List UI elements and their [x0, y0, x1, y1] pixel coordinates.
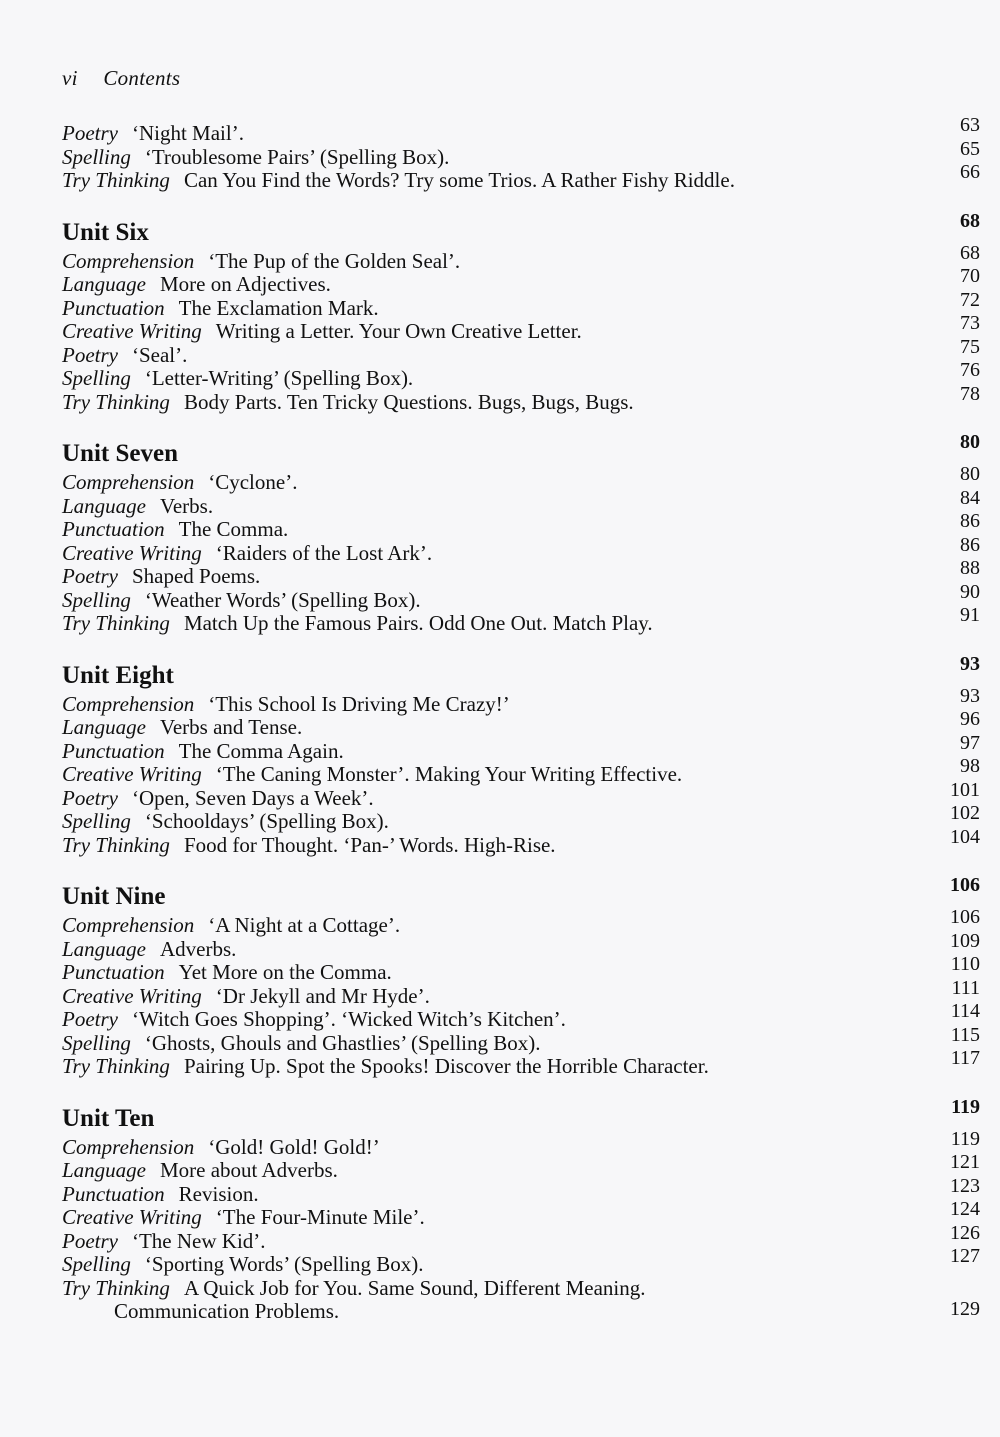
entry-title: ‘The Caning Monster’. Making Your Writing Effective.: [215, 762, 683, 786]
unit-title: Unit Nine: [62, 883, 166, 910]
entry-title: ‘A Night at a Cottage’.: [208, 913, 401, 937]
entry-page-number: 115: [950, 1023, 980, 1046]
toc-entry: [62, 1047, 980, 1079]
unit-heading: [62, 1095, 980, 1136]
entry-page-number: 98: [960, 755, 980, 777]
unit-title: Unit Eight: [62, 661, 174, 689]
entry-title: Yet More on the Comma.: [178, 960, 392, 984]
entry-title: Writing a Letter. Your Own Creative Letter.: [215, 319, 582, 343]
entry-category: Comprehension: [62, 691, 195, 716]
entry-page-number: 70: [960, 265, 980, 287]
entry-title: The Exclamation Mark.: [178, 295, 379, 320]
entry-page-number: 80: [960, 463, 980, 485]
entry-title: ‘Ghosts, Ghouls and Ghastlies’ (Spelling Box).: [144, 1030, 541, 1055]
toc-entry: [62, 604, 980, 636]
entry-title: Food for Thought. ‘Pan-’ Words. High-Rise.: [183, 832, 556, 857]
entry-page-number: 123: [950, 1174, 980, 1197]
entry-title: Adverbs.: [160, 936, 237, 961]
entry-page-number: 86: [960, 510, 980, 532]
entry-title: More on Adjectives.: [160, 272, 331, 296]
toc-entry: [62, 359, 980, 391]
toc-entry: [62, 778, 980, 811]
entry-category: Punctuation: [62, 1181, 165, 1206]
entry-category: Poetry: [62, 342, 118, 367]
running-head: [62, 66, 180, 91]
entry-title: ‘Dr Jekyll and Mr Hyde’.: [215, 983, 430, 1008]
toc-entry: [62, 802, 980, 834]
toc-entry: [62, 976, 980, 1009]
unit-heading: [62, 874, 980, 914]
unit-heading: [62, 209, 980, 250]
entry-title: ‘Witch Goes Shopping’. ‘Wicked Witch’s Kitchen’.: [131, 1007, 566, 1031]
entry-title: ‘Sporting Words’ (Spelling Box).: [144, 1252, 424, 1276]
entry-title: ‘The Four-Minute Mile’.: [215, 1205, 425, 1229]
entry-page-number: 114: [950, 1000, 980, 1022]
entry-page-number: 90: [960, 580, 980, 603]
toc-entry: [62, 929, 980, 962]
unit-page-number: 80: [960, 431, 980, 453]
toc-entry: [62, 335, 980, 368]
entry-page-number: 91: [960, 604, 980, 626]
entry-page-number: 73: [960, 312, 980, 334]
toc-entry: [62, 1198, 980, 1230]
entry-title: ‘The Pup of the Golden Seal’.: [208, 248, 461, 273]
entry-page-number: 75: [960, 335, 980, 358]
entry-title: ‘Cyclone’.: [208, 470, 298, 494]
entry-title: Shaped Poems.: [131, 564, 261, 588]
entry-page-number: 124: [950, 1198, 980, 1220]
unit-section: [62, 1095, 980, 1324]
entry-page-number: 78: [960, 382, 980, 405]
toc-entry: [62, 288, 980, 321]
toc-entry: [62, 1151, 980, 1183]
toc-entry: [62, 557, 980, 589]
entry-page-number: 102: [950, 802, 980, 824]
entry-category: Spelling: [62, 1252, 131, 1276]
entry-page-number: 84: [960, 486, 980, 509]
units-list: [62, 209, 980, 1324]
toc-entry: [62, 486, 980, 519]
entry-category: Spelling: [62, 144, 131, 169]
entry-title: Pairing Up. Spot the Spooks! Discover the Horrible Character.: [183, 1054, 709, 1078]
entry-category: Language: [62, 493, 146, 518]
entry-category: Punctuation: [62, 960, 165, 984]
entry-category: Language: [62, 1158, 146, 1182]
toc-entry: [62, 533, 980, 566]
entry-page-number: 72: [960, 288, 980, 311]
entry-category: Creative Writing: [62, 762, 202, 786]
toc-entry: [62, 382, 980, 415]
entry-page-number: 121: [950, 1151, 980, 1173]
entry-page-number: 101: [950, 778, 980, 801]
entry-page-number: 96: [960, 708, 980, 730]
toc-entry: [62, 684, 980, 717]
entry-title: ‘Seal’.: [131, 342, 188, 367]
running-head-title: Contents: [103, 66, 181, 90]
entry-category: Spelling: [62, 587, 131, 612]
entry-page-number: 106: [950, 906, 980, 928]
entry-category: Punctuation: [62, 517, 165, 541]
entry-category: Language: [62, 272, 146, 296]
toc-entry: [62, 825, 980, 858]
toc-entry: [62, 463, 980, 495]
entry-category: Try Thinking: [62, 1275, 170, 1300]
toc-entry: [62, 1245, 980, 1277]
entry-page-number: 97: [960, 731, 980, 754]
entry-page-number: 126: [950, 1221, 980, 1244]
unit-section: [62, 431, 980, 636]
entry-title: ‘Weather Words’ (Spelling Box).: [144, 587, 421, 612]
entry-title: ‘Schooldays’ (Spelling Box).: [144, 809, 389, 833]
entry-page-number: 110: [950, 953, 980, 975]
entry-category: Creative Writing: [62, 1205, 202, 1229]
entry-category: Try Thinking: [62, 611, 170, 635]
toc-entry-continuation: [62, 1300, 980, 1324]
entry-category: Spelling: [62, 809, 131, 833]
toc-entry: [62, 1277, 980, 1301]
toc-entry: [62, 708, 980, 740]
entry-title: ‘Open, Seven Days a Week’.: [131, 785, 374, 810]
toc-entry: [62, 906, 980, 938]
entry-title: ‘Troublesome Pairs’ (Spelling Box).: [144, 144, 450, 169]
unit-section: [62, 209, 980, 415]
entry-page-number: 109: [950, 929, 980, 952]
entry-category: Poetry: [62, 1007, 118, 1031]
unit-page-number: 68: [960, 209, 980, 232]
entry-category: Comprehension: [62, 470, 195, 494]
entry-title: ‘Letter-Writing’ (Spelling Box).: [144, 366, 414, 390]
toc-entry: [62, 580, 980, 613]
entry-title: Can You Find the Words? Try some Trios. A Rather Fishy Riddle.: [183, 168, 735, 192]
toc-entry: [62, 1174, 980, 1207]
unit-section: [62, 652, 980, 858]
unit-title: Unit Seven: [62, 440, 178, 467]
entry-category: Poetry: [62, 564, 118, 588]
entry-category: Try Thinking: [62, 832, 170, 857]
unit-title: Unit Ten: [62, 1104, 155, 1132]
entry-category: Creative Writing: [62, 319, 202, 343]
entry-page-number: 129: [950, 1298, 980, 1320]
toc-entry: [62, 1000, 980, 1032]
entry-category: Spelling: [62, 1030, 131, 1055]
unit-page-number: 93: [960, 652, 980, 675]
entry-page-number: 117: [950, 1047, 980, 1069]
entry-title: Communication Problems.: [114, 1299, 340, 1323]
toc-entry: [62, 755, 980, 787]
entry-category: Poetry: [62, 785, 118, 810]
toc-entry: [62, 114, 980, 146]
toc-entry: [62, 1127, 980, 1160]
entry-page-number: 68: [960, 241, 980, 264]
entry-title: A Quick Job for You. Same Sound, Different Meaning.: [183, 1275, 646, 1300]
entry-page-number: 111: [951, 976, 980, 999]
toc-entry: [62, 161, 980, 193]
entry-category: Spelling: [62, 366, 131, 390]
toc-entry: [62, 731, 980, 764]
entry-page-number: 104: [950, 825, 980, 848]
entry-page-number: 66: [960, 161, 980, 183]
unit-heading: [62, 431, 980, 471]
entry-page-number: 76: [960, 359, 980, 381]
entry-category: Poetry: [62, 121, 118, 145]
entry-category: Try Thinking: [62, 1054, 170, 1078]
entry-category: Language: [62, 936, 146, 961]
entry-title: ‘Raiders of the Lost Ark’.: [215, 540, 433, 565]
toc-entry: [62, 510, 980, 542]
entry-category: Try Thinking: [62, 168, 170, 192]
toc-entry: [62, 265, 980, 297]
entry-category: Creative Writing: [62, 540, 202, 565]
toc-entry: [62, 137, 980, 170]
entry-category: Punctuation: [62, 295, 165, 320]
entry-page-number: 86: [960, 533, 980, 556]
entry-page-number: 93: [960, 684, 980, 707]
entry-category: Comprehension: [62, 248, 195, 273]
entry-page-number: 119: [950, 1127, 980, 1150]
entry-category: Comprehension: [62, 913, 195, 937]
entry-title: The Comma.: [178, 517, 289, 541]
entry-title: ‘Night Mail’.: [131, 121, 244, 145]
entry-category: Try Thinking: [62, 389, 170, 414]
entry-category: Poetry: [62, 1228, 118, 1253]
entry-page-number: 63: [960, 114, 980, 136]
entry-title: ‘This School Is Driving Me Crazy!’: [208, 691, 510, 716]
intro-entries: [62, 114, 980, 193]
entry-category: Creative Writing: [62, 983, 202, 1008]
page-folio: vi: [62, 66, 78, 90]
unit-heading: [62, 652, 980, 693]
unit-page-number: 106: [950, 874, 980, 896]
entry-title: Revision.: [178, 1181, 259, 1206]
toc-entry: [62, 312, 980, 344]
unit-title: Unit Six: [62, 218, 149, 246]
unit-section: [62, 874, 980, 1079]
entry-title: ‘Gold! Gold! Gold!’: [208, 1134, 380, 1159]
entry-title: Match Up the Famous Pairs. Odd One Out. Match Play.: [183, 611, 653, 635]
entry-page-number: 88: [960, 557, 980, 579]
unit-page-number: 119: [951, 1095, 980, 1118]
entry-category: Punctuation: [62, 738, 165, 763]
toc-entry: [62, 1221, 980, 1254]
toc-entry: [62, 953, 980, 985]
entry-title: The Comma Again.: [178, 738, 344, 763]
entry-page-number: 65: [960, 137, 980, 160]
entry-title: Verbs and Tense.: [160, 715, 303, 739]
toc-entry: [62, 241, 980, 274]
entry-title: ‘The New Kid’.: [131, 1228, 266, 1253]
entry-title: Body Parts. Ten Tricky Questions. Bugs, Bugs, Bugs.: [183, 389, 634, 414]
entry-title: More about Adverbs.: [160, 1158, 338, 1182]
entry-category: Comprehension: [62, 1134, 195, 1159]
entry-title: Verbs.: [160, 493, 214, 518]
table-of-contents: [62, 114, 980, 1324]
entry-page-number: 127: [950, 1245, 980, 1267]
entry-category: Language: [62, 715, 146, 739]
toc-entry: [62, 1023, 980, 1056]
